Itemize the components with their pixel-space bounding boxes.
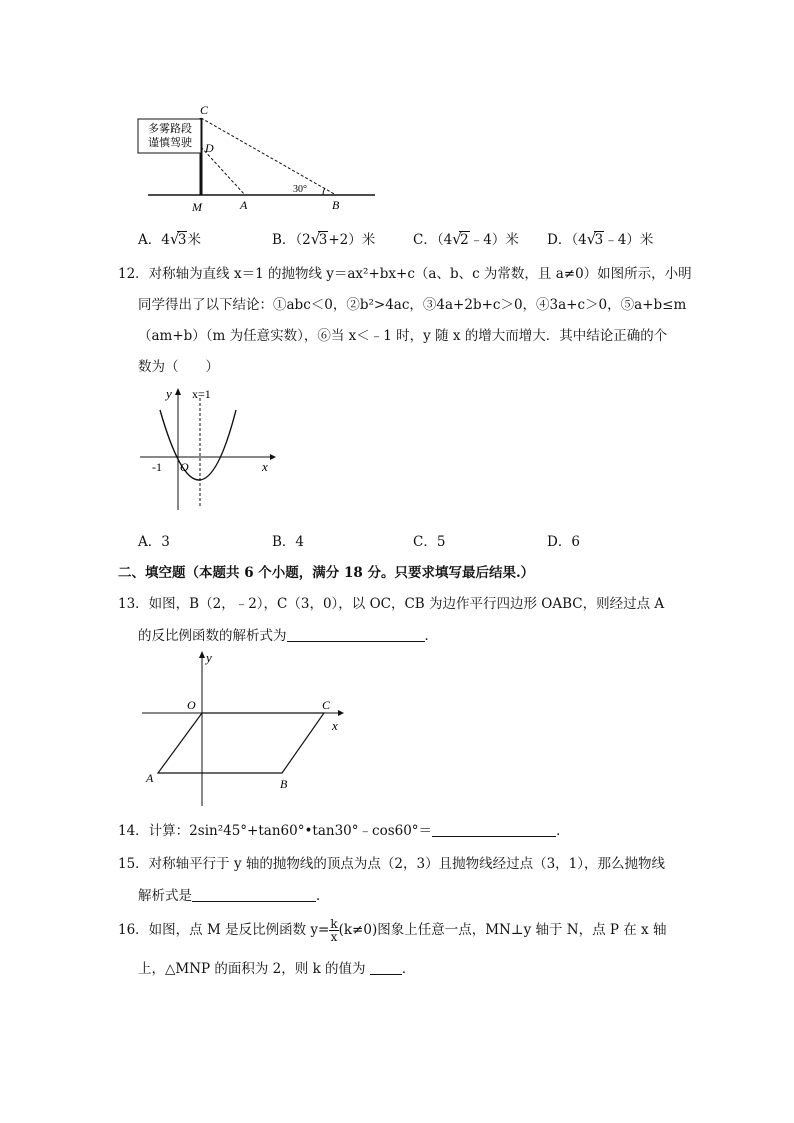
q12-line1: 12．对称轴为直线 x＝1 的抛物线 y＝ax²+bx+c（a、b、c 为常数，且 a≠0）如图所示，小明 bbox=[118, 266, 692, 282]
q11-option-b: B．（2 √ 3+2）米 bbox=[272, 230, 376, 248]
label-d: D bbox=[205, 141, 214, 155]
q11-option-d: D．（4 √ 3﹣4）米 bbox=[547, 230, 654, 248]
label-b: B bbox=[280, 777, 288, 791]
q15-answer-blank[interactable] bbox=[192, 887, 316, 902]
q11-figure bbox=[130, 100, 390, 215]
q11-option-c: C．（4 √ 2﹣4）米 bbox=[413, 230, 519, 248]
label-b: B bbox=[332, 198, 340, 212]
q13-figure bbox=[138, 648, 358, 808]
label-x: x bbox=[332, 718, 338, 733]
section-heading: 二、填空题（本题共 6 个小题，满分 18 分。只要求填写最后结果.） bbox=[118, 565, 535, 581]
label-origin: O bbox=[180, 460, 189, 474]
q13-line2: 的反比例函数的解析式为 ． bbox=[138, 628, 438, 644]
angle-arc bbox=[323, 188, 325, 195]
q13-answer-blank[interactable] bbox=[287, 627, 425, 642]
q11-option-a: A．4 √ 3米 bbox=[138, 230, 201, 248]
angle-label: 30° bbox=[293, 184, 307, 195]
q16-fraction: $\frac{k}{x}$ bbox=[330, 917, 338, 944]
q12-option-d: D．6 bbox=[547, 534, 580, 550]
label-c: C bbox=[200, 103, 209, 117]
q15-line2: 解析式是 ． bbox=[138, 888, 330, 904]
q14-answer-blank[interactable] bbox=[432, 822, 556, 837]
q16-line2: 上，△MNP 的面积为 2，则 k 的值为 ． bbox=[138, 961, 416, 977]
label-x: x bbox=[262, 459, 268, 474]
label-origin: O bbox=[187, 698, 196, 712]
q12-line4: 数为（ ） bbox=[138, 359, 219, 375]
q12-line2: 同学得出了以下结论：①abc＜0，②b²>4ac，③4a+2b+c＞0，④3a+c＞0，⑤a+b≤m bbox=[138, 297, 687, 313]
q12-figure bbox=[130, 380, 290, 515]
label-neg1: -1 bbox=[152, 460, 162, 474]
q14-line: 14．计算：2sin²45°+tan60°•tan30°﹣cos60°＝ ． bbox=[118, 823, 570, 839]
sign-text-line1: 多雾路段 bbox=[148, 123, 192, 135]
q15-line1: 15．对称轴平行于 y 轴的抛物线的顶点为点（2，3）且抛物线经过点（3，1），那么抛物线 bbox=[118, 856, 665, 872]
parallelogram-oabc bbox=[158, 713, 324, 773]
q12-option-b: B．4 bbox=[272, 534, 305, 550]
q13-line1: 13．如图，B（2，﹣2），C（3，0），以 OC，CB 为边作平行四边形 OABC，则经过点 A bbox=[118, 596, 665, 612]
q16-line1: 16．如图，点 M 是反比例函数 y= $\frac{k}{x}$ (k≠0)图象上任意一点，MN⊥y 轴于 N，点 P 在 x 轴 bbox=[118, 917, 667, 944]
label-a: A bbox=[240, 198, 248, 212]
x-axis-arrow bbox=[270, 454, 276, 460]
label-x-equals-1: x=1 bbox=[192, 387, 211, 401]
label-y: y bbox=[166, 386, 172, 401]
label-c: C bbox=[322, 698, 331, 712]
q16-answer-blank[interactable] bbox=[370, 960, 402, 975]
q12-option-a: A．3 bbox=[138, 534, 170, 550]
label-m: M bbox=[192, 200, 202, 214]
parabola-curve bbox=[160, 410, 236, 480]
sign-text-line2: 谨慎驾驶 bbox=[148, 137, 192, 149]
line-c-to-b bbox=[201, 118, 336, 195]
label-a: A bbox=[146, 771, 154, 785]
y-axis-arrow bbox=[175, 388, 181, 395]
x-axis-arrow bbox=[338, 710, 344, 716]
q12-line3: （am+b）（m 为任意实数），⑥当 x＜﹣1 时，y 随 x 的增大而增大．其中结论正确的个 bbox=[138, 328, 668, 344]
q12-option-c: C．5 bbox=[413, 534, 446, 550]
label-y: y bbox=[206, 650, 212, 665]
y-axis-arrow bbox=[199, 651, 205, 658]
